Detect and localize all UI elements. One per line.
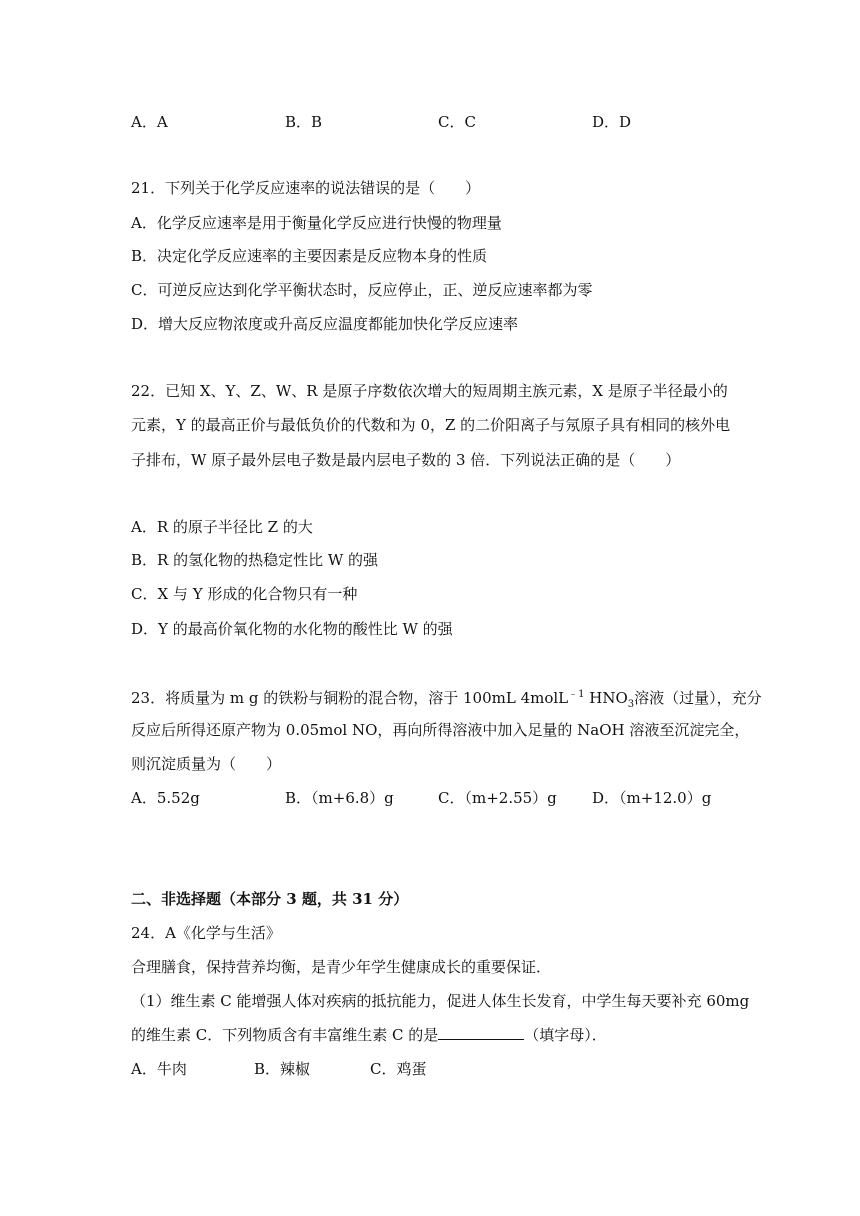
q24-title: 24．A《化学与生活》 [131,924,281,942]
q22-option-b: B．R 的氢化物的热稳定性比 W 的强 [131,551,379,569]
q23-line1-sub: 3 [627,699,635,710]
q20-option-c: C．C [438,113,476,131]
q22-stem-line-2: 元素，Y 的最高正价与最低负价的代数和为 0，Z 的二价阳离子与氖原子具有相同的核外电 [131,416,731,434]
q23-option-a: A．5.52g [131,789,200,807]
q23-line1-a: 23．将质量为 m g 的铁粉与铜粉的混合物，溶于 100mL 4molL [131,689,569,707]
q23-stem-line-2: 反应后所得还原产物为 0.05mol NO，再向所得溶液中加入足量的 NaOH 溶液至沉淀完全， [131,721,750,739]
q23-line1-b: HNO [584,689,628,707]
q23-line1-c: 溶液（过量），充分 [634,689,762,707]
q20-option-d: D．D [592,113,632,131]
q23-option-b: B．（m+6.8）g [285,789,394,807]
q23-stem-line-1 [131,685,762,715]
q24-option-a: A．牛肉 [131,1060,187,1078]
q21-option-a: A．化学反应速率是用于衡量化学反应进行快慢的物理量 [131,214,502,232]
q22-option-a: A．R 的原子半径比 Z 的大 [131,518,313,536]
q22-stem-line-3: 子排布，W 原子最外层电子数是最内层电子数的 3 倍．下列说法正确的是（ ） [131,451,681,469]
q20-option-a: A．A [131,113,168,131]
q21-option-b: B．决定化学反应速率的主要因素是反应物本身的性质 [131,247,488,265]
answer-blank[interactable] [438,1025,524,1040]
q22-stem-line-1: 22．已知 X、Y、Z、W、R 是原子序数依次增大的短周期主族元素，X 是原子半径最小的 [131,382,728,400]
q23-stem-line-3: 则沉淀质量为（ ） [131,755,282,773]
q24-part1-line-2 [131,1025,607,1045]
q22-option-d: D．Y 的最高价氧化物的水化物的酸性比 W 的强 [131,620,453,638]
q24-option-c: C．鸡蛋 [370,1060,427,1078]
q24-part1-line2-a: 的维生素 C．下列物质含有丰富维生素 C 的是 [131,1026,439,1044]
q20-option-b: B．B [285,113,323,131]
q23-option-c: C．（m+2.55）g [438,789,557,807]
q24-intro: 合理膳食，保持营养均衡，是青少年学生健康成长的重要保证． [131,958,552,976]
q23-option-d: D．（m+12.0）g [592,789,712,807]
q21-stem: 21．下列关于化学反应速率的说法错误的是（ ） [131,179,481,197]
q21-option-d: D．增大反应物浓度或升高反应温度都能加快化学反应速率 [131,315,519,333]
q21-option-c: C．可逆反应达到化学平衡状态时，反应停止，正、逆反应速率都为零 [131,281,593,299]
q24-part1-line-1: （1）维生素 C 能增强人体对疾病的抵抗能力，促进人体生长发育，中学生每天要补充 60mg [131,992,750,1010]
q24-part1-line2-b: （填字母）． [524,1026,607,1044]
q24-option-b: B．辣椒 [254,1060,311,1078]
q22-option-c: C．X 与 Y 形成的化合物只有一种 [131,585,358,603]
section-2-heading: 二、非选择题（本部分 3 题，共 31 分） [131,890,409,908]
q23-line1-sup: ﹣1 [568,689,585,700]
